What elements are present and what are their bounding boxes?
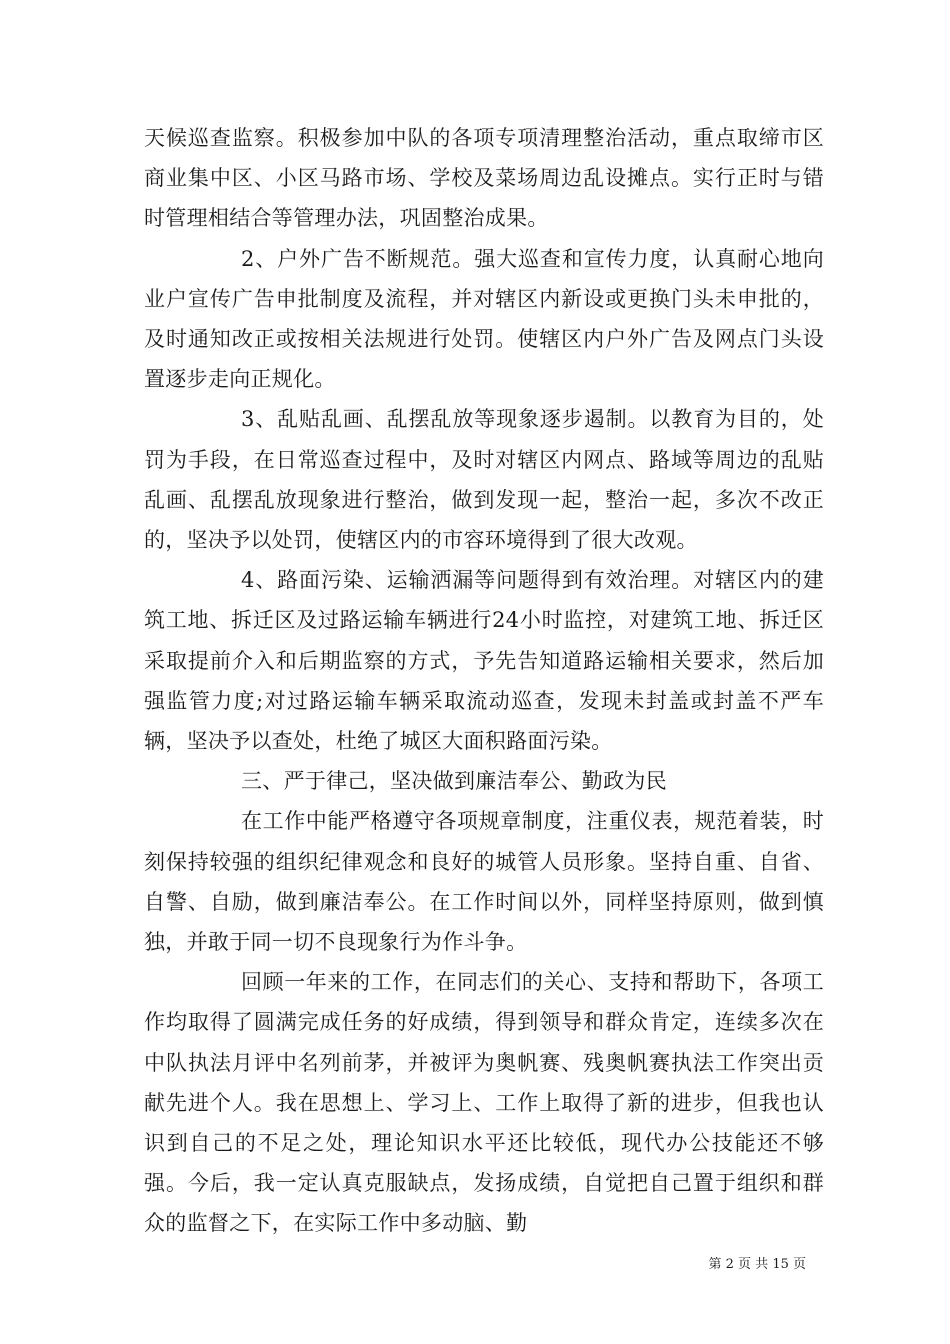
paragraph-outdoor-ads: 2、户外广告不断规范。强大巡查和宣传力度，认真耐心地向业户宣传广告申批制度及流程，并对辖区内新设或更换门头未申批的，及时通知改正或按相关法规进行处罚。使辖区内户外广告及网点门头设置逐步走向正规化。	[144, 246, 824, 392]
document-body	[144, 118, 824, 1244]
section-heading-discipline: 三、严于律己，坚决做到廉洁奉公、勤政为民	[241, 769, 667, 794]
paragraph-review: 回顾一年来的工作，在同志们的关心、支持和帮助下，各项工作均取得了圆满完成任务的好成绩，得到领导和群众肯定，连续多次在中队执法月评中名列前茅，并被评为奥帆赛、残奥帆赛执法工作突出贡献先进个人。我在思想上、学习上、工作上取得了新的进步，但我也认识到自己的不足之处，理论知识水平还比较低，现代办公技能还不够强。今后，我一定认真克服缺点，发扬成绩，自觉把自己置于组织和群众的监督之下，在实际工作中多动脑、勤	[144, 970, 824, 1236]
paragraph-road-pollution: 4、路面污染、运输洒漏等问题得到有效治理。对辖区内的建筑工地、拆迁区及过路运输车辆进行24小时监控，对建筑工地、拆迁区采取提前介入和后期监察的方式，予先告知道路运输相关要求，然后加强监管力度;对过路运输车辆采取流动巡查，发现未封盖或封盖不严车辆，坚决予以查处，杜绝了城区大面积路面污染。	[144, 568, 824, 754]
paragraph-posting-control: 3、乱贴乱画、乱摆乱放等现象逐步遏制。以教育为目的，处罚为手段，在日常巡查过程中，及时对辖区内网点、路域等周边的乱贴乱画、乱摆乱放现象进行整治，做到发现一起，整治一起，多次不改正的，坚决予以处罚，使辖区内的市容环境得到了很大改观。	[144, 407, 824, 553]
paragraph-continuation: 天候巡查监察。积极参加中队的各项专项清理整治活动，重点取缔市区商业集中区、小区马路市场、学校及菜场周边乱设摊点。实行正时与错时管理相结合等管理办法，巩固整治成果。	[144, 126, 824, 231]
paragraph-discipline: 在工作中能严格遵守各项规章制度，注重仪表，规范着装，时刻保持较强的组织纪律观念和良好的城管人员形象。坚持自重、自省、自警、自励，做到廉洁奉公。在工作时间以外，同样坚持原则，做到慎独，并敢于同一切不良现象行为作斗争。	[144, 809, 824, 955]
page-number: 第 2 页 共 15 页	[708, 1257, 806, 1272]
